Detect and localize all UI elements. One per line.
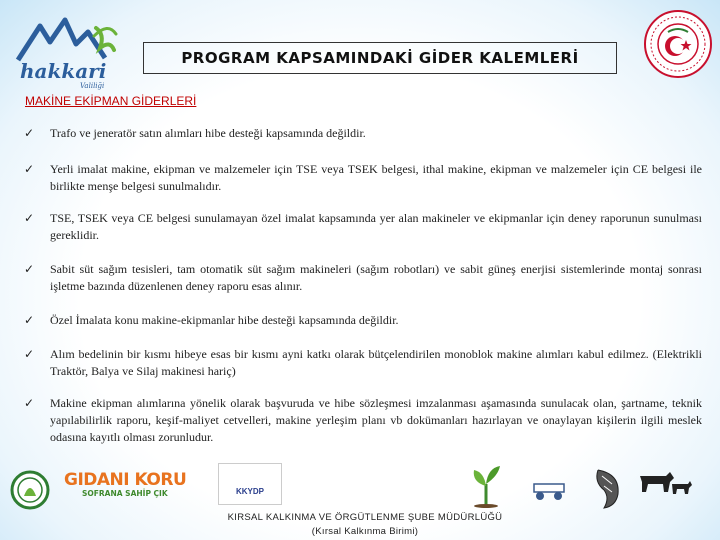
svg-text:hakkari: hakkari [20,59,107,83]
list-item-text: TSE, TSEK veya CE belgesi sunulamayan özel imalat kapsamında yer alan makineler ve ekipmanlar için deney raporunun sunulması gereklidir. [50,211,702,242]
checkmark-icon: ✓ [24,162,35,176]
kkydp-logo [218,463,282,505]
svg-text:Valiliği: Valiliği [80,82,105,90]
cattle-icon [636,468,692,498]
page-title: PROGRAM KAPSAMINDAKİ GİDER KALEMLERİ [143,42,617,74]
list-item-text: Sabit süt sağım tesisleri, tam otomatik süt sağım makineleri (sağım robotları) ve sabit güneş enerjisi sistemlerinde montaj sonrası işletme bazında düzenlenen deney raporu esas alınır. [50,262,702,293]
checkmark-icon: ✓ [24,396,35,410]
gidani-subtitle: SOFRANA SAHİP ÇIK [82,489,168,498]
checkmark-icon: ✓ [24,347,35,361]
hakkari-logo [10,12,125,92]
fish-icon [590,464,630,510]
list-item [24,395,702,446]
footer-unit: (Kırsal Kalkınma Birimi) [311,526,419,537]
list-item-text: Yerli imalat makine, ekipman ve malzemeler için TSE veya TSEK belgesi, ithal makine, ekipman ve malzemeler için CE belgesi ile birlikte menşe belgesi sunulmalıdır. [50,162,702,193]
list-item [24,312,702,329]
list-item [24,261,702,295]
checkmark-icon: ✓ [24,126,35,140]
sprout-icon [468,462,504,508]
list-item-text: Makine ekipman alımlarına yönelik olarak başvuruda ve hibe sözleşmesi imzalanması aşamasında sunulacak olan, şartname, teknik yapılabilirlik raporu, keşif-maliyet cetvelleri, makine yerleşim planı vb dokümanları hazırlayan ve onaylayan kişilerin ilgili meslek odasına kayıtlı olması zorunludur. [50,396,702,444]
kkydp-label: KKYDP [235,486,264,496]
list-item-text: Alım bedelinin bir kısmı hibeye esas bir kısmı ayni katkı olarak bütçelendirilen monoblok makine alımları kabul edilmez. (Elektrikli Traktör, Balya ve Silaj makinesi hariç) [50,347,702,378]
ministry-seal-icon [642,8,714,80]
gidani-koru-logo [64,471,204,498]
footer-department: KIRSAL KALKINMA VE ÖRGÜTLENME ŞUBE MÜDÜRLÜĞÜ [227,512,503,523]
list-item-text: Trafo ve jeneratör satın alımları hibe desteği kapsamında değildir. [50,126,366,140]
checkmark-icon: ✓ [24,211,35,225]
green-seal-icon [10,470,50,510]
checkmark-icon: ✓ [24,313,35,327]
checkmark-icon: ✓ [24,262,35,276]
list-item [24,346,702,380]
list-item [24,210,702,244]
list-item [24,125,702,142]
tractor-icon [530,480,570,502]
gidani-title: GIDANI KORU [64,470,187,490]
list-item-text: Özel İmalata konu makine-ekipmanlar hibe desteği kapsamında değildir. [50,313,399,327]
ministry-emblem [642,8,714,80]
list-item [24,161,702,195]
section-heading: MAKİNE EKİPMAN GİDERLERİ [25,94,197,108]
mountain-logo-icon [10,12,125,92]
